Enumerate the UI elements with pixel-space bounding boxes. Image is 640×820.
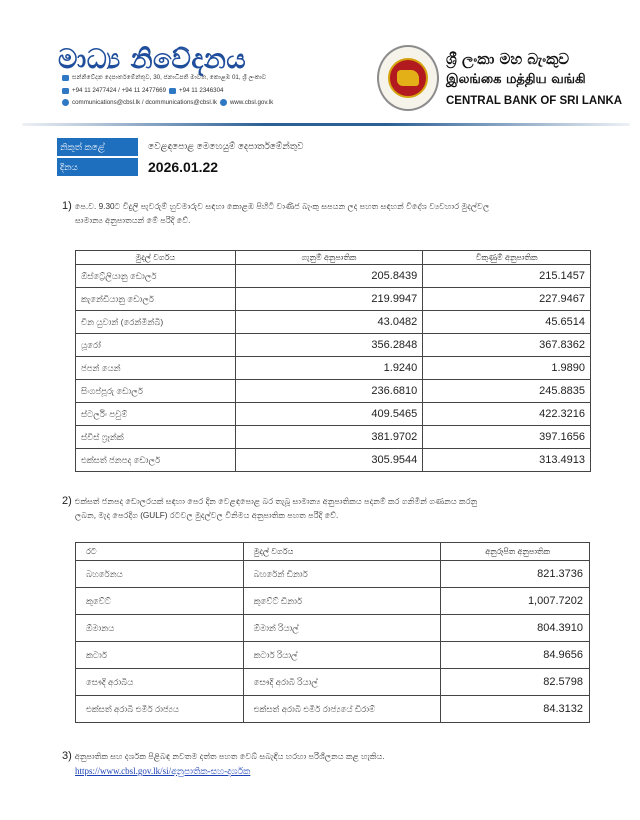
email-line (62, 99, 273, 106)
indicative-rate: 821.3736 (441, 561, 590, 588)
table-row (76, 288, 591, 311)
currency-name: චීන යුවාන් (රෙන්මින්බි) (76, 311, 236, 334)
selling-rate: 215.1457 (423, 265, 591, 288)
globe-icon (220, 99, 227, 106)
currency-name: සෞදි අරාබි රියාල් (243, 669, 441, 696)
currency-name: කුවේට් ඩිනාර් (243, 588, 441, 615)
table-row (76, 334, 591, 357)
section-number: 2) (62, 495, 72, 507)
section-1-text (62, 199, 607, 228)
page-title: මාධ්‍ය නිවේදනය (58, 44, 247, 75)
buying-rate: 236.6810 (235, 380, 423, 403)
table-row (76, 426, 591, 449)
table-header-row (76, 251, 591, 265)
date-row (57, 157, 303, 176)
at-icon (62, 99, 69, 106)
table-row (76, 615, 590, 642)
lion-icon (397, 70, 419, 86)
currency-name: එක්සත් ජනපද ඩොලර් (76, 449, 236, 472)
table-row (76, 449, 591, 472)
indicative-rate: 804.3910 (441, 615, 590, 642)
col-header-country: රට (76, 543, 244, 561)
phone-icon (62, 88, 69, 94)
fax-icon (169, 88, 176, 94)
address-line (62, 74, 266, 82)
country-name: සෞදි අරාබිය (76, 669, 244, 696)
indicative-rate: 84.9656 (441, 642, 590, 669)
date-value: 2026.01.22 (148, 158, 219, 175)
page-header (0, 0, 640, 125)
exchange-rates-table (75, 250, 591, 472)
col-header-buying: ගැනුම් අනුපාතික (235, 251, 423, 265)
currency-name: ස්විස් ෆ්‍රෑන්ක් (76, 426, 236, 449)
selling-rate: 422.3216 (423, 403, 591, 426)
table-row (76, 403, 591, 426)
fax-text: +94 11 2346304 (179, 87, 224, 94)
indicative-rate: 82.5798 (441, 669, 590, 696)
selling-rate: 397.1656 (423, 426, 591, 449)
indicative-rate: 1,007.7202 (441, 588, 590, 615)
rates-indices-link[interactable]: https://www.cbsl.gov.lk/si/අනුපාතික-සහ-දර්ශක (75, 766, 251, 776)
table-row (76, 357, 591, 380)
section-2-line1: එක්සත් ජනපද ඩොලරයක් සඳහා පෙර දින වෙළඳපොළ බර තැබූ සාමාන්‍ය අනුපාතිකය පදනම් කර ගනිමින් ගණනය කරනු (74, 497, 478, 506)
section-1-line1: පෙ.ව. 9.30ට විදුලි පැවරුම් හුවමාරුව සඳහා කොළඹ පිහිටි වාණිජ බැංකු සපයන ලද පහත සඳහන් විදේශ ව්‍යවහාර මුදල්වල (74, 202, 490, 211)
issued-by-value: වෙළඳපොළ මෙහෙයුම් දෙපාර්තමේන්තුව (148, 141, 304, 151)
issued-by-row (57, 137, 303, 156)
section-3-line1: අනුපාතික සහ දර්ශක පිළිබඳ නවතම දත්ත පහත වෙබ් සබැඳිය හරහා පරිශීලනය කළ හැකිය. (74, 752, 385, 761)
country-name: කුවේට් (76, 588, 244, 615)
table-row (76, 265, 591, 288)
currency-name: ස්ටර්ලිං පවුම් (76, 403, 236, 426)
buying-rate: 409.5465 (235, 403, 423, 426)
currency-name: එක්සත් අරාබි එමීර් රාජ්‍යයේ ඩිරාම් (243, 696, 441, 723)
buying-rate: 43.0482 (235, 311, 423, 334)
col-header-currency: මුදල් වර්ගය (243, 543, 441, 561)
date-label: දිනය (57, 158, 138, 176)
header-divider (22, 123, 630, 126)
selling-rate: 45.6514 (423, 311, 591, 334)
currency-name: යූරෝ (76, 334, 236, 357)
currency-name: කටාර් රියාල් (243, 642, 441, 669)
section-1-line2: සාමාන්‍ය අනුපාතයන් මේ පරිදි වේ. (75, 216, 191, 225)
cbsl-seal-logo (377, 45, 439, 111)
mail-icon (62, 75, 69, 81)
currency-name: ඕමාන් රියාල් (243, 615, 441, 642)
table-row (76, 311, 591, 334)
currency-name: සිංගප්පූරු ඩොලර් (76, 380, 236, 403)
currency-name: බහරේන් ඩිනාර් (243, 561, 441, 588)
table-row (76, 561, 590, 588)
bank-name-tamil: இலங்கை மத்திய வங்கி (446, 72, 586, 87)
currency-name: ජපන් යෙන් (76, 357, 236, 380)
email-text[interactable]: communications@cbsl.lk / dcommunications@cbsl.lk (72, 99, 217, 106)
indicative-rate: 84.3132 (441, 696, 590, 723)
section-2-text (62, 494, 607, 523)
section-2-line2: ලබන, මැද පෙරදිග (GULF) රටවල මුදල්වල විනිමය අනුපාතික පහත පරිදි වේ. (75, 511, 339, 520)
table-row (76, 588, 590, 615)
table-row (76, 696, 590, 723)
buying-rate: 356.2848 (235, 334, 423, 357)
table-header-row (76, 543, 590, 561)
selling-rate: 313.4913 (423, 449, 591, 472)
selling-rate: 367.8362 (423, 334, 591, 357)
address-text: සන්නිවේදන දෙපාර්තමේන්තුව, 30, ජනාධිපති මාවත, කොළඹ 01, ශ්‍රී ලංකාව (72, 74, 267, 81)
col-header-currency: මුදල් වර්ගය (76, 251, 236, 265)
website-text[interactable]: www.cbsl.gov.lk (229, 99, 274, 106)
country-name: කටාර් (76, 642, 244, 669)
phone-line (62, 87, 224, 94)
buying-rate: 219.9947 (235, 288, 423, 311)
buying-rate: 305.9544 (235, 449, 423, 472)
selling-rate: 245.8835 (423, 380, 591, 403)
phone-text: +94 11 2477424 / +94 11 2477669 (72, 87, 167, 94)
selling-rate: 227.9467 (423, 288, 591, 311)
buying-rate: 1.9240 (235, 357, 423, 380)
col-header-selling: විකුණුම් අනුපාතික (423, 251, 591, 265)
bank-name-sinhala: ශ්‍රී ලංකා මහ බැංකුව (446, 50, 570, 68)
issued-by-label: නිකුත් කළේ (57, 138, 138, 156)
country-name: බහරේනය (76, 561, 244, 588)
country-name: එක්සත් අරාබි එමීර් රාජ්‍යය (76, 696, 244, 723)
selling-rate: 1.9890 (423, 357, 591, 380)
country-name: ඕමානය (76, 615, 244, 642)
buying-rate: 381.9702 (235, 426, 423, 449)
table-row (76, 380, 591, 403)
currency-name: කැනේඩියානු ඩොලර් (76, 288, 236, 311)
section-number: 3) (62, 750, 72, 762)
col-header-indicative-rate: අනුරූපිත අනුපාතික (441, 543, 590, 561)
section-3-text (62, 749, 607, 778)
section-number: 1) (62, 200, 72, 212)
buying-rate: 205.8439 (235, 265, 423, 288)
table-row (76, 669, 590, 696)
seal-inner-icon (388, 58, 428, 98)
meta-block (57, 137, 303, 177)
bank-name-english: CENTRAL BANK OF SRI LANKA (446, 95, 623, 107)
gulf-rates-table (75, 542, 590, 723)
currency-name: ඕස්ට්‍රේලියානු ඩොලර් (76, 265, 236, 288)
table-row (76, 642, 590, 669)
